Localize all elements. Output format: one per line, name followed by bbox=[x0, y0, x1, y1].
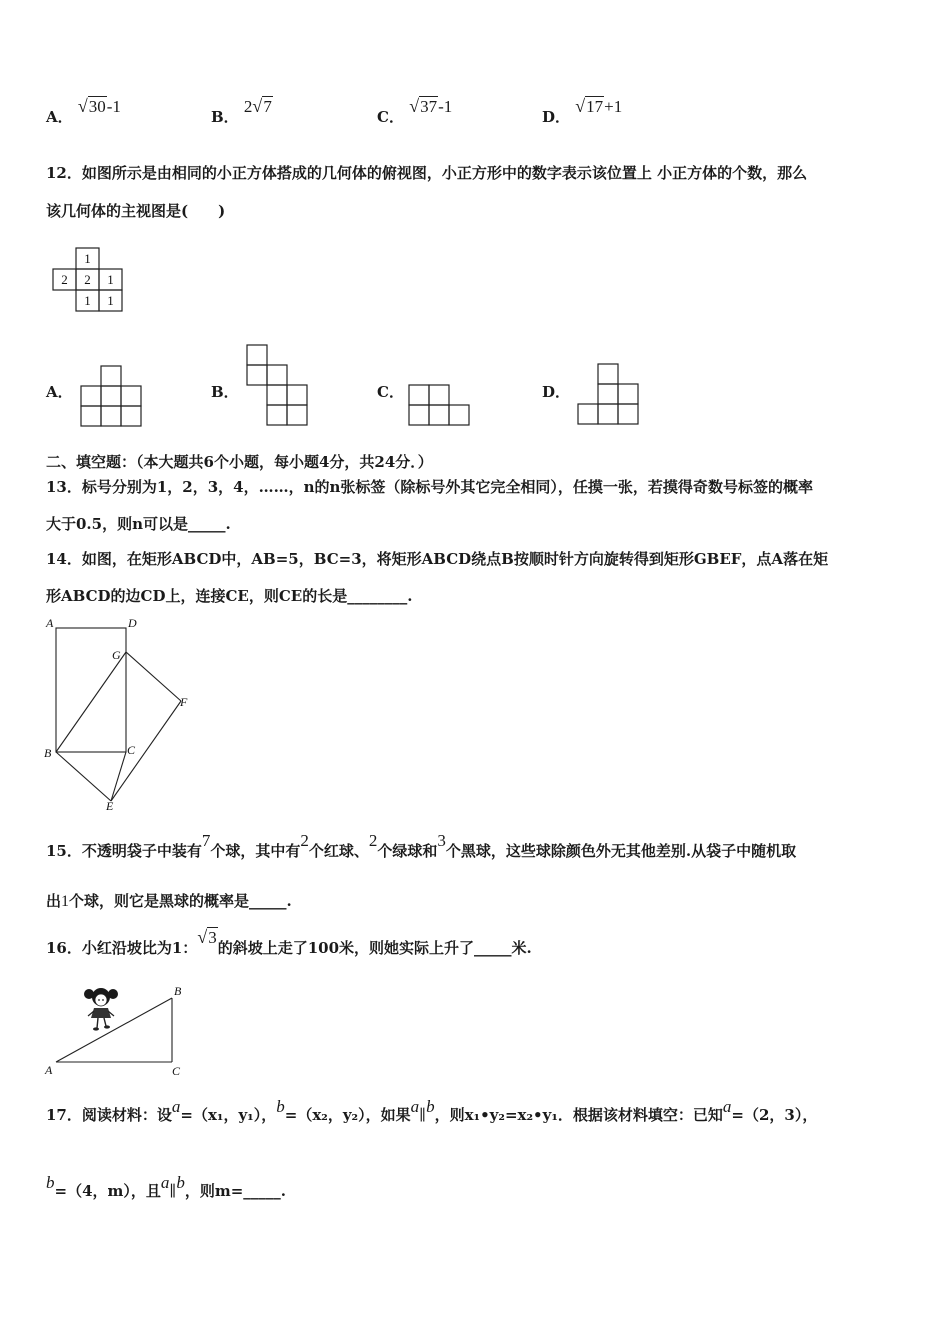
q12-option-b-figure bbox=[245, 343, 313, 431]
grid-cell-r3c2: 1 bbox=[84, 293, 91, 308]
grid-cell-r2c3: 1 bbox=[107, 272, 114, 287]
q11-option-a: A． √30-1 bbox=[46, 96, 121, 126]
vector-b: b bbox=[276, 1097, 285, 1116]
point-f-label: F bbox=[180, 695, 188, 709]
q17-line2: b=（4，m），且a∥b，则m=_____. bbox=[46, 1173, 286, 1200]
q11-option-a-expr: √30-1 bbox=[77, 96, 121, 116]
q15-num-black: 3 bbox=[437, 831, 446, 850]
q16-slope-figure bbox=[40, 978, 200, 1078]
q12-option-d-label: D． bbox=[542, 383, 571, 401]
q12-option-d-figure bbox=[576, 362, 644, 430]
q14-line2: 形ABCD的边CD上，连接CE，则CE的长是________. bbox=[46, 587, 413, 605]
point-a-label: A bbox=[46, 616, 54, 630]
point-g-label: G bbox=[112, 648, 121, 662]
q15-line2: 出1个球，则它是黑球的概率是_____. bbox=[46, 892, 292, 910]
q12-option-c-figure bbox=[407, 383, 473, 429]
q13-line2: 大于0.5，则n可以是_____. bbox=[46, 515, 231, 533]
point-e-label: E bbox=[106, 799, 114, 813]
q15-line1: 15．不透明袋子中装有7个球，其中有2个红球、2个绿球和3个黑球，这些球除颜色外无其他差别.从袋子中随机取 bbox=[46, 831, 797, 860]
q16-line: 16．小红沿坡比为1：√3的斜坡上走了100米，则她实际上升了_____米. bbox=[46, 927, 532, 957]
point-c-label: C bbox=[127, 743, 136, 757]
q13-line1: 13．标号分别为1，2，3，4，……，n的n张标签（除标号外其它完全相同），任摸一张，若摸得奇数号标签的概率 bbox=[46, 478, 813, 496]
girl-figure bbox=[84, 988, 118, 1031]
q12-option-b-label: B． bbox=[211, 383, 239, 401]
grid-cell-r3c3: 1 bbox=[107, 293, 114, 308]
q12-line2: 该几何体的主视图是( ) bbox=[46, 202, 226, 220]
q16-sqrt: √3 bbox=[197, 927, 217, 947]
q11-option-d: D． √17+1 bbox=[542, 96, 623, 126]
section2-title: 二、填空题：（本大题共6个小题，每小题4分，共24分．） bbox=[46, 453, 433, 471]
q15-num-red: 2 bbox=[300, 831, 309, 850]
slope-point-a-label: A bbox=[45, 1063, 53, 1077]
q11-option-c: C． √37-1 bbox=[377, 96, 453, 126]
q11-option-b: B． 2√7 bbox=[211, 96, 272, 126]
point-b-label: B bbox=[44, 746, 52, 760]
q12-option-c-label: C． bbox=[377, 383, 404, 401]
q12-line1: 12．如图所示是由相同的小正方体搭成的几何体的俯视图，小正方形中的数字表示该位置上 小正方体的个数，那么 bbox=[46, 164, 808, 182]
q15-num-total: 7 bbox=[201, 831, 211, 850]
grid-cell-r2c1: 2 bbox=[61, 272, 68, 287]
grid-cell-r2c2: 2 bbox=[84, 272, 91, 287]
q12-option-a-label: A． bbox=[46, 383, 73, 401]
grid-cell-r1c2: 1 bbox=[84, 251, 91, 266]
q17-line1: 17．阅读材料：设a=（x₁，y₁），b=（x₂，y₂），如果a∥b，则x₁•y₂=x₂•y₁．根据该材料填空：已知a=（2，3）， bbox=[46, 1097, 818, 1124]
vector-a: a bbox=[171, 1097, 181, 1116]
slope-point-b-label: B bbox=[174, 984, 182, 998]
q14-rectangle-figure bbox=[40, 614, 200, 814]
point-d-label: D bbox=[128, 616, 137, 630]
q12-top-view-grid bbox=[50, 246, 126, 316]
slope-point-c-label: C bbox=[172, 1064, 181, 1078]
q14-line1: 14．如图，在矩形ABCD中，AB=5，BC=3，将矩形ABCD绕点B按顺时针方向旋转得到矩形GBEF，点A落在矩 bbox=[46, 550, 829, 568]
q15-num-green: 2 bbox=[368, 831, 378, 850]
q11-option-c-expr: √37-1 bbox=[409, 96, 453, 116]
q11-option-d-expr: √17+1 bbox=[575, 96, 623, 116]
q11-option-b-expr: 2√7 bbox=[243, 96, 272, 116]
q12-option-a-figure bbox=[80, 364, 146, 430]
